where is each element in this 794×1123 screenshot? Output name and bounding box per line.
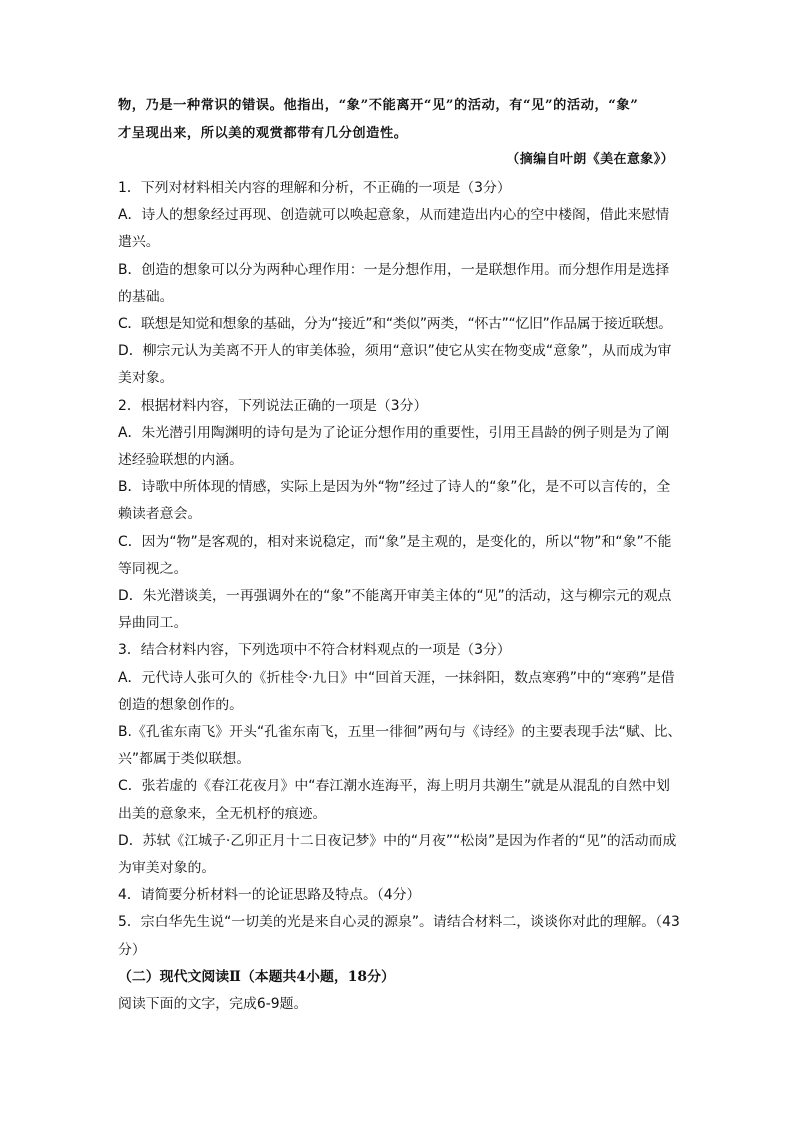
option-line: 赖读者意会。 [118, 506, 202, 523]
passage-excerpt [118, 92, 680, 148]
question-stem: 2．根据材料内容，下列说法正确的一项是（3分） [118, 397, 428, 414]
option-line: 美对象。 [118, 370, 174, 387]
option-line: 为审美对象的。 [118, 860, 216, 877]
option-line: A．元代诗人张可久的《折桂令·九日》中“回首天涯，一抹斜阳，数点寒鸦”中的“寒鸦”是借 [118, 669, 675, 686]
question-stem: 1．下列对材料相关内容的理解和分析，不正确的一项是（3分） [118, 180, 511, 196]
option-line: B．诗歌中所体现的情感，实际上是因为外“物”经过了诗人的“象”化，是不可以言传的，全 [118, 479, 671, 496]
option-line: 的基础。 [118, 288, 174, 305]
option-line: A．朱光潜引用陶渊明的诗句是为了论证分想作用的重要性，引用王昌龄的例子则是为了阐 [118, 424, 670, 441]
option-line: C．张若虚的《春江花夜月》中“春江潮水连海平，海上明月共潮生”就是从混乱的自然中划 [118, 778, 670, 795]
option-line: A．诗人的想象经过再现、创造就可以唤起意象，从而建造出内心的空中楼阁，借此来慰情 [118, 207, 670, 224]
passage-line: 才呈现出来，所以美的观赏都带有几分创造性。 [118, 126, 408, 141]
question-stem: 5．宗白华先生说“一切美的光是来自心灵的源泉”。请结合材料二，谈谈你对此的理解。（43 [118, 914, 680, 931]
question-stem: 4．请简要分析材料一的论证思路及特点。（4分） [118, 887, 421, 904]
passage-source: （摘编自叶朗《美在意象》） [506, 152, 674, 167]
option-line: C．因为“物”是客观的，相对来说稳定，而“象”是主观的，是变化的，所以“物”和“象”不能 [118, 533, 672, 550]
questions-block [118, 175, 684, 1018]
question-stem: 3．结合材料内容，下列选项中不符合材料观点的一项是（3分） [118, 642, 511, 659]
option-line: 出美的意象来，全无机杼的痕迹。 [118, 805, 327, 822]
option-line: 兴”都属于类似联想。 [118, 751, 251, 768]
option-line: D．柳宗元认为美离不开人的审美体验，须用“意识”使它从实在物变成“意象”，从而成为审 [118, 343, 672, 360]
passage-line: 物，乃是一种常识的错误。他指出，“象”不能离开“见”的活动，有“见”的活动，“象” [118, 98, 639, 113]
section-instruction: 阅读下面的文字，完成6-9题。 [118, 996, 308, 1013]
option-line: B.《孔雀东南飞》开头“孔雀东南飞，五里一徘徊”两句与《诗经》的主要表现手法“赋、比、 [118, 724, 682, 741]
option-line: 异曲同工。 [118, 615, 188, 632]
option-line: B．创造的想象可以分为两种心理作用：一是分想作用，一是联想作用。而分想作用是选择 [118, 261, 670, 278]
question-stem-continued: 分） [118, 941, 146, 958]
option-line: D．苏轼《江城子·乙卯正月十二日夜记梦》中的“月夜”“松岗”是因为作者的“见”的活动而成 [118, 832, 677, 849]
option-line: D．朱光潜谈美，一再强调外在的“象”不能离开审美主体的“见”的活动，这与柳宗元的观点 [118, 588, 672, 605]
option-line: 遣兴。 [118, 234, 160, 251]
section-title: （二）现代文阅读Ⅱ（本题共4小题，18分） [118, 968, 395, 985]
option-line: C．联想是知觉和想象的基础，分为“接近”和“类似”两类，“怀古”“忆旧”作品属于接近联想。 [118, 316, 672, 333]
option-line: 等同视之。 [118, 560, 188, 577]
option-line: 创造的想象创作的。 [118, 696, 244, 713]
option-line: 述经验联想的内涵。 [118, 452, 244, 469]
